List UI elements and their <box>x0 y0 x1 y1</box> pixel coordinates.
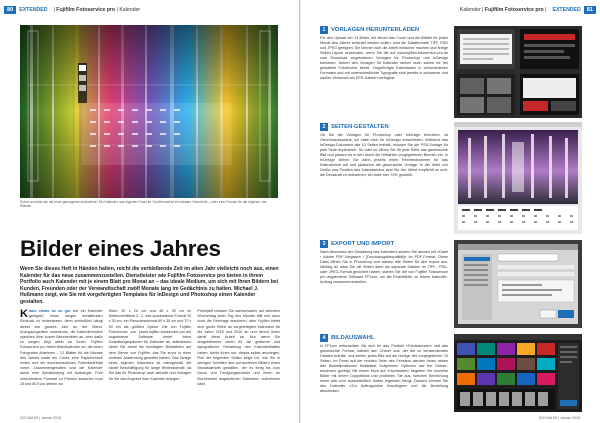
right-footer: DOCMA 65 | Januar 2015 <box>538 416 580 420</box>
drop-cap: K <box>20 308 28 320</box>
column-1-text: wie ein Kalender geeignet, einen langen anhaltenden Eindruck zu hinterlassen, denn schließlich hängt dieser am ganzes Jahr an der Wand. Anzugsorganisch zusehends, die Kalendermotive speichen über kurzer Beschenkten an, aber dafür zu sorgen liegt allein an Ihnen. Fujifilm Fotoservice pro bietet Wandkalender an, die einen Fotografen Anlehnen – 12 Blätter für die Monate des Jahres sowie ein Cover, eine Papierlichkeit hinten und ein durchschauliches Folienkkdeblatt vorne. Zusammengehalten wird der Kalender durch eine Spiralbindung mit Aufhänger. Fünf verschiedene Formate zu Preisen zwischen rund 15 und 80 Euro stehen zur <box>20 309 103 386</box>
step-1-screenshot <box>454 26 582 118</box>
hero-caption: Schon schöner als mit einer gelungenen Aufnahme: Ein Kalender aus eigenen Fotos im Großformat ist ein ideales Geschenk – oder eine Freude für die eigenen vier Wände. <box>20 200 267 208</box>
step-3-number: 3 <box>320 240 328 248</box>
step-3-title <box>320 240 448 248</box>
step-4-number: 4 <box>320 334 328 342</box>
step-1 <box>320 26 448 81</box>
right-page-number: 81 <box>584 6 596 14</box>
step-4 <box>320 334 448 394</box>
hero-calendar-photo <box>20 25 278 198</box>
lead-text: Wenn Sie dieses Heft in Händen halten, reicht die verbleibende Zeit im alten Jahr vielleicht noch aus, einen Kalender für das neue zusammenzustellen. Dienstleister wie Fujifilm Fotoservice pro bieten in ihrem Portfolio auch Kalender mit je einem Blatt pro Monat an – das ideale Medium, um sich mit Ihren Bildern bei Kunden, Freunden oder der Verwandtschaft zwölf Monate lang im Gedächtnis zu halten. <box>20 266 279 292</box>
left-section-label: EXTENDED <box>19 6 48 13</box>
right-section-label: EXTENDED <box>552 6 581 13</box>
step-1-title <box>320 26 448 34</box>
left-running-header <box>4 4 143 15</box>
body-columns <box>20 309 280 387</box>
step-4-screenshot <box>454 334 582 412</box>
left-breadcrumb-rest: Kalender <box>119 6 141 13</box>
left-page-number: 80 <box>4 6 16 14</box>
right-page <box>301 0 600 423</box>
body-column-3: Prinzipiell müssen Sie nachschauen, auf welchem Wochentag jeder Tag des Monats fällt und dazu noch die Feiertage markieren, aber Fujifilm bietet eine große Reihe an vorgefertigten Kalendern für die Jahre 2015 und 2016 an und nimmt Ihnen damit diese Arbeit ab. Nur wenn Sie ausgefallenere Ideen für die grafische und typografische Gestaltung des Kalenderblattes haben, bleibt Ihnen nur, dieses selbst anzulegen. Roll der folgenden Seiten zeige ich, wie Sie in wenigen Schritten aus vorhandenen Bildern einen Wandkalender gestalten, der es fertig bis zum Druck und Fertigungsprodukt und Ihnen an Buchhandel angebotenen Kalendern aufnehmen kann. <box>197 309 281 386</box>
step-1-number: 1 <box>320 26 328 34</box>
step-2-heading: SEITEN GESTALTEN <box>331 124 389 130</box>
left-footer: DOCMA 65 | Januar 2015 <box>20 416 62 420</box>
right-breadcrumb: Kalender | Fujifilm Fotoservice pro | <box>459 6 547 13</box>
step-4-title <box>320 334 448 342</box>
step-1-heading: VORLAGEN HERUNTERLADEN <box>331 27 420 33</box>
ff1pro-image-selection-screenshot <box>454 334 582 412</box>
step-4-text: In FF1pro entscheiden Sie sich für das Produkt »Fotokalender« und das gewünschte Format, wählen den Ordner aus, der die zu verwendenden Dateien enthält, und ziehen jedes Bild auf die richtige der vorgegebenen 13 Seiten. Im Panel auf der rechten Seite des Fensters werden Ihnen neben den Bestellpositionen Bestellset Softpreisen Optionen wie bei Ordner-einzelnen gezeigt. Mit einem Klick auf »Hochladen« begeben Sie einzelne Bilder mit einem Doppelklick und probieren Sie aus, welchen Bereichung Innen das vorn ausschließlich Seiten legenden bringt. Danach können Sie den Kalender »Zur Auftragsreise hinzufügen« und die Bestellung abschicken. <box>320 344 448 394</box>
right-breadcrumb-bold: Fujifilm Fotoservice pro <box>484 6 544 13</box>
lead-end: zeigt, wie Sie mit vorgefertigten Templates für InDesign und Photoshop einen Kalender gestalten. <box>20 292 256 305</box>
pdf-export-dialog-screenshot <box>454 240 582 328</box>
column-kicker: aum etwas ist so gut <box>28 309 71 313</box>
step-2 <box>320 123 448 178</box>
lead-author: Michael J. Hußmann <box>20 285 259 298</box>
left-breadcrumb-bold: Fujifilm Fotoservice pro <box>56 6 116 13</box>
step-4-heading: BILDAUSWAHL <box>331 335 375 341</box>
step-3 <box>320 240 448 285</box>
article-lead <box>20 266 280 305</box>
indesign-layout-screenshot <box>454 122 582 234</box>
step-2-text: Ob Sie die Vorlagen für Photoshop oder InDesign benutzen, ist Geschmackssache; ich habe mich für InDesign entschieden. Während das InDesign-Dokument alle 13 Seiten enthält, müssen Sie die PSD-Vorlage für jede Seite duplizieren. So oder so öffnen Sie für jede Seite das gewünschte Bild und passen es in den durch die Hilfslinien vorgegebenen Bereich ein. In InDesign ziehen Sie dann jeweils einen Rechteckrahmen für das Kalendarium auf und platzieren die gewünschte Vorlage. In der Wahl von Größe und Position des Kalendariums sind Sie frei. Meist empfiehlt es sich, die Deckkraft zu reduzieren; ich habe hier 70% gewählt. <box>320 133 448 178</box>
right-running-header <box>457 4 596 15</box>
left-breadcrumb: | Fujifilm Fotoservice pro | Kalender <box>53 6 141 13</box>
step-3-screenshot <box>454 240 582 328</box>
step-2-title <box>320 123 448 131</box>
left-page <box>0 0 299 423</box>
step-3-heading: EXPORT UND IMPORT <box>331 241 395 247</box>
step-2-screenshot <box>454 122 582 234</box>
body-column-2: Wahl: 30 x 20 cm und 45 x 30 cm im Seitenverhältnis 3 : 2, das quadratische Format 30 x 30 cm, ein Panoramaformat 60 x 30 cm und 70 x 50 cm als größtes Option. Die von Fujifilm Fotoservice pro (www.fujifilm-fotoservice-pro.de) angebotene Software bietet keine Gestaltungsoptionen für Kalender an; stattdessen bietet Sie damit die benötigten Bilddateien auf dem Server von Fujifilm, das Sie zuvor in einer anderen Anwendung gestaltet haben. Das Design eines eigenen Kalenders ist naturgemäß die ideale Beschäftigung für lange Winterabende, da Sie das für Photoshop nach aktuelle und Vorlagen für Sie das Angebot Ihrer Kalender anlegen. <box>108 309 192 381</box>
hero-photo-graphic <box>20 25 278 198</box>
step-2-number: 2 <box>320 123 328 131</box>
step-3-text: Nach Abschluss der Gestaltung des Kalenders sichern Sie dessen mit »Datei › Adobe PDF-Vorgaben › [Druckausgabequalität]« im PDF-Format. Diese Datei öffnen Sie in Photoshop und wählen alle Seiten für den Import aus. Wichtig ist, dass Sie die Seiten dann als separate Dateien im TIFF-, PSD- oder JPEG-Format gesichert haben, starten Sie die von Fujifilm Fotoservice pro angebotene Software FF1pro, um die Einzelbilder zu einem Kalender-Auftrag zusammenzustellen. <box>320 250 448 285</box>
right-breadcrumb-rest: Kalender <box>459 6 481 13</box>
article-headline: Bilder eines Jahres <box>20 236 221 261</box>
body-column-1 <box>20 309 103 387</box>
template-download-screenshot <box>454 26 582 118</box>
step-1-text: Für den Upload der 13 Bilder, mit denen das Cover und die Blätter für jeden Monat des Jahres belichtet werden sollen, sind die Dateiformate TIFF, PSD und JPEG geeignet. Sie können sich die Arbeit einfacher machen und fertige Seiten-Layout verwenden, wenn Sie die auf www.fujifilm-fotoservice-pro.de zum Download angebotenen Vorlagen für Photoshop und InDesign benutzen. Neben den Vorlagen für Kalender stehen auch solche für frei gestaltete Fotobücher bereit. Vorgefertigte Kalendarien in verschiedenen Formaten und mit unterschiedlicher Typografie sind jeweils in schwarzer und weißer Versionen als EPS-Dateien verfügbar. <box>320 36 448 81</box>
